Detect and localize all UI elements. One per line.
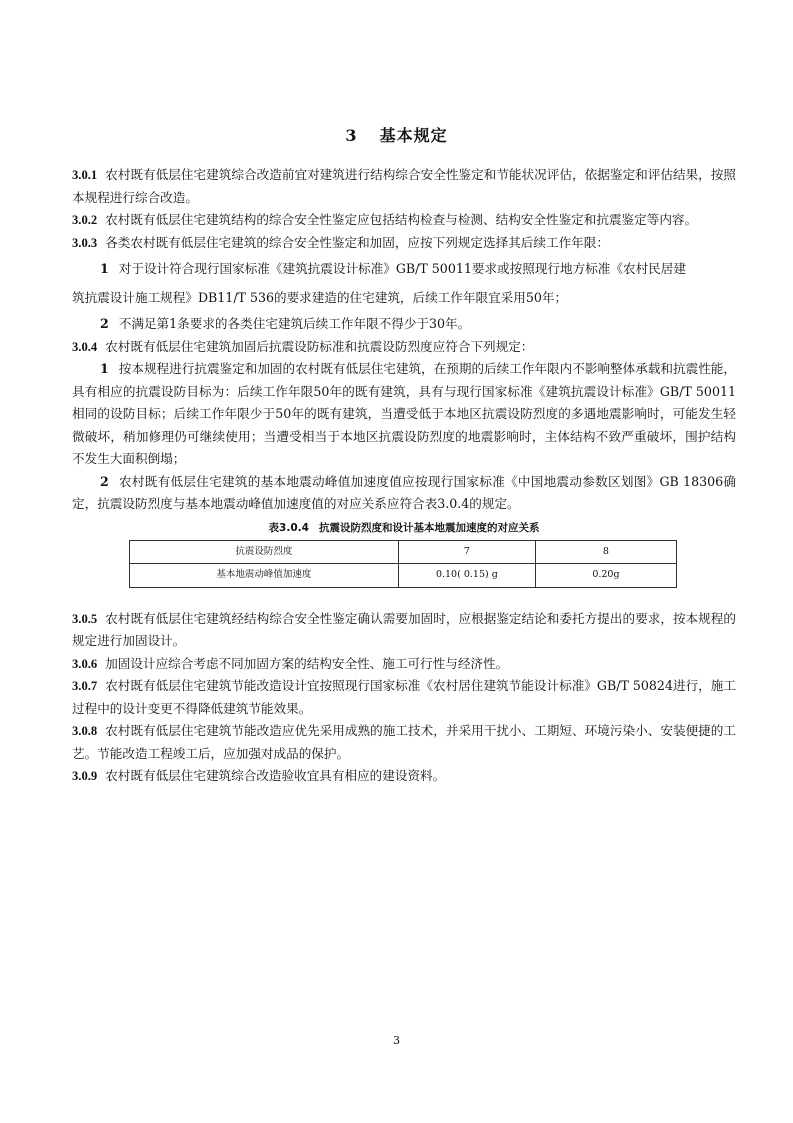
item-number: 2 [100,316,109,331]
table-cell: 8 [535,540,676,564]
clause-number: 3.0.6 [72,656,98,671]
clause-3-0-1 [72,164,736,209]
item-text: 不满足第1条要求的各类住宅建筑后续工作年限不得少于30年。 [118,316,471,331]
clause-number: 3.0.7 [72,679,98,693]
clause-3-0-4 [72,336,736,359]
clause-number: 3.0.9 [72,769,98,783]
clause-3-0-8 [72,720,736,765]
intensity-acceleration-table [129,540,677,588]
item-number: 1 [100,261,109,276]
clause-3-0-3-item-1 [72,258,736,281]
table-cell: 基本地震动峰值加速度 [130,564,399,588]
clause-3-0-2 [72,209,736,232]
clause-text: 农村既有低层住宅建筑综合改造验收宜具有相应的建设资料。 [105,768,446,783]
clause-3-0-6 [72,653,736,676]
table-caption [72,520,736,536]
item-text: 按本规程进行抗震鉴定和加固的农村既有低层住宅建筑，在预期的后续工作年限内不影响整体承载和抗震性能，具有相应的抗震设防目标为：后续工作年限50年的既有建筑，具有与现行国家标准《建筑抗震设计标准》GB/T 50011相同的设防目标；后续工作年限少于50年的既有建筑，当遭受低于本地区抗震设防烈度的多遇地震影响时，可能发生轻微破坏，稍加修理仍可继续使用；当遭受相当于本地区抗震设防烈度的地震影响时，主体结构不致严重破坏，围护结构不发生大面积倒塌； [72,361,736,466]
clause-number: 3.0.1 [72,168,98,182]
table-cell: 7 [398,540,535,564]
item-text: 对于设计符合现行国家标准《建筑抗震设计标准》GB/T 50011要求或按照现行地方标准《农村民居建 [118,261,686,276]
clause-3-0-9 [72,765,736,788]
clause-text: 农村既有低层住宅建筑节能改造应优先采用成熟的施工技术，并采用干扰小、工期短、环境污染小、安装便捷的工艺。节能改造工程竣工后，应加强对成品的保护。 [72,723,736,761]
clause-text: 农村既有低层住宅建筑加固后抗震设防标准和抗震设防烈度应符合下列规定： [105,338,534,354]
table-cell: 抗震设防烈度 [130,540,399,564]
table-row [130,564,677,588]
clause-text: 农村既有低层住宅建筑结构的综合安全性鉴定应包括结构检查与检测、结构安全性鉴定和抗震鉴定等内容。 [105,212,698,227]
clause-number: 3.0.3 [72,235,98,250]
item-number: 1 [100,361,109,376]
item-number: 2 [100,473,109,489]
table-cell: 0.20g [535,564,676,588]
clause-text: 农村既有低层住宅建筑节能改造设计宜按照现行国家标准《农村居住建筑节能设计标准》GB/T 50824进行，施工过程中的设计变更不得降低建筑节能效果。 [72,678,736,716]
clause-3-0-3-item-1-continued: 筑抗震设计施工规程》DB11/T 536的要求建造的住宅建筑，后续工作年限宜采用50年； [72,289,568,305]
clause-text: 农村既有低层住宅建筑经结构综合安全性鉴定确认需要加固时，应根据鉴定结论和委托方提出的要求，按本规程的规定进行加固设计。 [72,610,736,648]
clause-3-0-3-item-2 [72,313,736,336]
page-number: 3 [393,1034,400,1047]
section-heading [0,123,793,146]
clause-text: 各类农村既有低层住宅建筑的综合安全性鉴定和加固，应按下列规定选择其后续工作年限： [105,234,609,250]
table-caption-title: 抗震设防烈度和设计基本地震加速度的对应关系 [318,521,540,534]
clause-3-0-7 [72,675,736,720]
section-number: 3 [345,126,358,145]
clause-number: 3.0.2 [72,213,98,227]
clause-number: 3.0.5 [72,611,98,626]
table-cell: 0.10( 0.15) g [398,564,535,588]
section-title: 基本规定 [379,126,448,145]
item-text: 农村既有低层住宅建筑的基本地震动峰值加速度值应按现行国家标准《中国地震动参数区划图》GB 18306确定，抗震设防烈度与基本地震动峰值加速度值的对应关系应符合表3.0.4的规定。 [72,473,736,511]
clause-3-0-4-item-1 [72,358,736,471]
clause-3-0-3 [72,232,736,255]
table-row [130,540,677,564]
clause-number: 3.0.4 [72,339,98,354]
clause-3-0-4-item-2 [72,471,736,516]
table-caption-number: 表3.0.4 [268,521,309,534]
clause-text: 加固设计应综合考虑不同加固方案的结构安全性、施工可行性与经济性。 [105,655,509,671]
clause-3-0-5 [72,608,736,653]
section-body [72,164,736,788]
clause-number: 3.0.8 [72,724,98,738]
clause-text: 农村既有低层住宅建筑综合改造前宜对建筑进行结构综合安全性鉴定和节能状况评估，依据鉴定和评估结果，按照本规程进行综合改造。 [72,167,736,205]
